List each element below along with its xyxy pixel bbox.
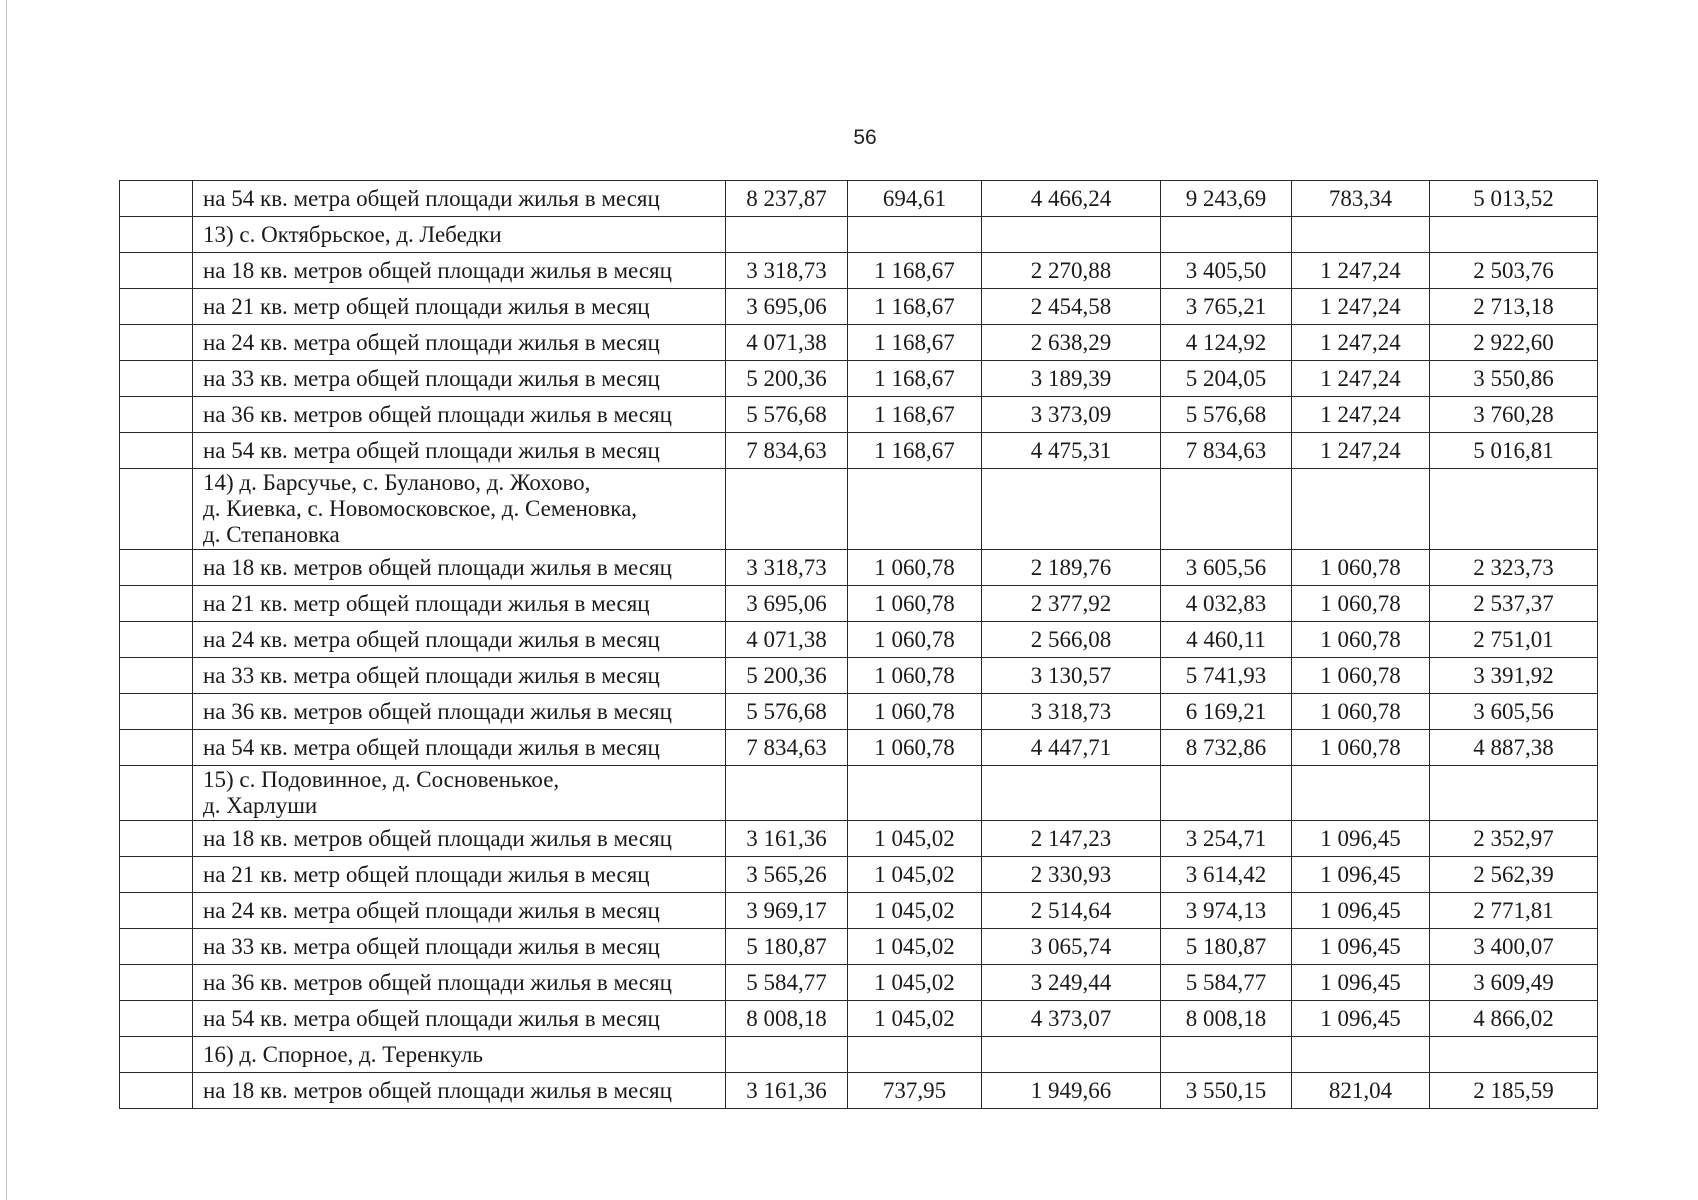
value-cell bbox=[1292, 217, 1430, 253]
value-cell: 2 330,93 bbox=[982, 857, 1161, 893]
value-cell: 3 605,56 bbox=[1430, 694, 1598, 730]
value-cell: 737,95 bbox=[848, 1073, 982, 1109]
value-cell: 2 454,58 bbox=[982, 289, 1161, 325]
group-label-cell bbox=[193, 766, 726, 821]
table-row bbox=[120, 929, 1598, 965]
value-cell: 3 974,13 bbox=[1161, 893, 1292, 929]
index-cell bbox=[120, 965, 193, 1001]
table-row bbox=[120, 397, 1598, 433]
index-cell bbox=[120, 289, 193, 325]
table-row bbox=[120, 658, 1598, 694]
value-cell: 5 584,77 bbox=[726, 965, 848, 1001]
value-cell: 1 060,78 bbox=[848, 658, 982, 694]
table-row bbox=[120, 857, 1598, 893]
row-label-cell: на 24 кв. метра общей площади жилья в месяц bbox=[193, 893, 726, 929]
value-cell: 2 922,60 bbox=[1430, 325, 1598, 361]
value-cell: 6 169,21 bbox=[1161, 694, 1292, 730]
value-cell: 1 168,67 bbox=[848, 325, 982, 361]
row-label-cell: на 33 кв. метра общей площади жилья в месяц bbox=[193, 658, 726, 694]
index-cell bbox=[120, 929, 193, 965]
value-cell: 1 060,78 bbox=[1292, 550, 1430, 586]
row-label-cell: на 54 кв. метра общей площади жилья в месяц bbox=[193, 181, 726, 217]
index-cell bbox=[120, 730, 193, 766]
table-row bbox=[120, 965, 1598, 1001]
value-cell: 1 060,78 bbox=[848, 694, 982, 730]
row-label-cell: на 33 кв. метра общей площади жилья в месяц bbox=[193, 361, 726, 397]
value-cell: 1 060,78 bbox=[1292, 658, 1430, 694]
value-cell: 3 765,21 bbox=[1161, 289, 1292, 325]
group-label-line: д. Киевка, с. Новомосковское, д. Семеновка, bbox=[203, 496, 638, 521]
value-cell bbox=[1161, 766, 1292, 821]
row-label-cell: на 21 кв. метр общей площади жилья в месяц bbox=[193, 857, 726, 893]
value-cell: 1 168,67 bbox=[848, 289, 982, 325]
value-cell: 1 045,02 bbox=[848, 1001, 982, 1037]
row-label-cell: на 54 кв. метра общей площади жилья в месяц bbox=[193, 730, 726, 766]
value-cell: 3 130,57 bbox=[982, 658, 1161, 694]
table-row bbox=[120, 253, 1598, 289]
value-cell: 7 834,63 bbox=[726, 730, 848, 766]
value-cell: 5 584,77 bbox=[1161, 965, 1292, 1001]
index-cell bbox=[120, 1073, 193, 1109]
table-row bbox=[120, 893, 1598, 929]
value-cell: 2 638,29 bbox=[982, 325, 1161, 361]
value-cell: 4 460,11 bbox=[1161, 622, 1292, 658]
row-label-cell: на 36 кв. метров общей площади жилья в месяц bbox=[193, 694, 726, 730]
value-cell bbox=[1292, 469, 1430, 550]
table-row bbox=[120, 1001, 1598, 1037]
value-cell: 1 096,45 bbox=[1292, 821, 1430, 857]
value-cell bbox=[726, 469, 848, 550]
value-cell: 1 045,02 bbox=[848, 857, 982, 893]
index-cell bbox=[120, 821, 193, 857]
value-cell: 1 247,24 bbox=[1292, 325, 1430, 361]
tariff-table bbox=[119, 180, 1598, 1109]
value-cell: 3 405,50 bbox=[1161, 253, 1292, 289]
index-cell bbox=[120, 253, 193, 289]
table-row bbox=[120, 433, 1598, 469]
value-cell: 1 060,78 bbox=[848, 550, 982, 586]
index-cell bbox=[120, 1001, 193, 1037]
value-cell: 3 391,92 bbox=[1430, 658, 1598, 694]
table-row bbox=[120, 821, 1598, 857]
value-cell bbox=[848, 766, 982, 821]
value-cell: 3 318,73 bbox=[982, 694, 1161, 730]
table-row bbox=[120, 730, 1598, 766]
value-cell: 1 045,02 bbox=[848, 929, 982, 965]
value-cell: 2 185,59 bbox=[1430, 1073, 1598, 1109]
value-cell: 1 247,24 bbox=[1292, 433, 1430, 469]
table-row bbox=[120, 289, 1598, 325]
value-cell bbox=[848, 217, 982, 253]
value-cell: 5 200,36 bbox=[726, 658, 848, 694]
value-cell: 694,61 bbox=[848, 181, 982, 217]
value-cell bbox=[982, 217, 1161, 253]
value-cell: 3 609,49 bbox=[1430, 965, 1598, 1001]
table-row bbox=[120, 361, 1598, 397]
value-cell: 1 060,78 bbox=[1292, 586, 1430, 622]
value-cell: 5 200,36 bbox=[726, 361, 848, 397]
row-label-cell: на 18 кв. метров общей площади жилья в месяц bbox=[193, 253, 726, 289]
value-cell: 3 189,39 bbox=[982, 361, 1161, 397]
value-cell bbox=[848, 469, 982, 550]
value-cell bbox=[1161, 1037, 1292, 1073]
index-cell bbox=[120, 1037, 193, 1073]
value-cell: 5 180,87 bbox=[1161, 929, 1292, 965]
index-cell bbox=[120, 893, 193, 929]
value-cell: 821,04 bbox=[1292, 1073, 1430, 1109]
value-cell: 1 247,24 bbox=[1292, 361, 1430, 397]
value-cell: 2 514,64 bbox=[982, 893, 1161, 929]
index-cell bbox=[120, 857, 193, 893]
value-cell: 4 475,31 bbox=[982, 433, 1161, 469]
value-cell: 2 537,37 bbox=[1430, 586, 1598, 622]
group-header-row bbox=[120, 469, 1598, 550]
index-cell bbox=[120, 181, 193, 217]
value-cell: 4 866,02 bbox=[1430, 1001, 1598, 1037]
value-cell: 2 713,18 bbox=[1430, 289, 1598, 325]
row-label-cell: на 36 кв. метров общей площади жилья в месяц bbox=[193, 965, 726, 1001]
value-cell: 4 887,38 bbox=[1430, 730, 1598, 766]
table-body bbox=[120, 181, 1598, 1109]
value-cell: 4 124,92 bbox=[1161, 325, 1292, 361]
index-cell bbox=[120, 586, 193, 622]
table-row bbox=[120, 622, 1598, 658]
group-label-line: 14) д. Барсучье, с. Буланово, д. Жохово, bbox=[203, 470, 591, 495]
value-cell: 2 147,23 bbox=[982, 821, 1161, 857]
group-label-cell bbox=[193, 1037, 726, 1073]
value-cell: 1 168,67 bbox=[848, 397, 982, 433]
value-cell: 8 237,87 bbox=[726, 181, 848, 217]
row-label-cell: на 21 кв. метр общей площади жилья в месяц bbox=[193, 586, 726, 622]
page-number: 56 bbox=[853, 126, 877, 149]
value-cell: 3 161,36 bbox=[726, 821, 848, 857]
index-cell bbox=[120, 766, 193, 821]
value-cell: 1 060,78 bbox=[1292, 622, 1430, 658]
value-cell: 8 732,86 bbox=[1161, 730, 1292, 766]
value-cell: 3 565,26 bbox=[726, 857, 848, 893]
value-cell: 783,34 bbox=[1292, 181, 1430, 217]
group-label-line: 13) с. Октябрьское, д. Лебедки bbox=[203, 221, 502, 247]
value-cell: 3 605,56 bbox=[1161, 550, 1292, 586]
value-cell bbox=[726, 217, 848, 253]
value-cell: 9 243,69 bbox=[1161, 181, 1292, 217]
group-header-row bbox=[120, 1037, 1598, 1073]
group-header-row bbox=[120, 217, 1598, 253]
value-cell: 2 751,01 bbox=[1430, 622, 1598, 658]
value-cell: 3 318,73 bbox=[726, 550, 848, 586]
value-cell: 5 180,87 bbox=[726, 929, 848, 965]
value-cell: 2 503,76 bbox=[1430, 253, 1598, 289]
value-cell: 1 168,67 bbox=[848, 433, 982, 469]
index-cell bbox=[120, 469, 193, 550]
table-row bbox=[120, 694, 1598, 730]
value-cell bbox=[1430, 217, 1598, 253]
value-cell: 3 318,73 bbox=[726, 253, 848, 289]
row-label-cell: на 21 кв. метр общей площади жилья в месяц bbox=[193, 289, 726, 325]
value-cell bbox=[848, 1037, 982, 1073]
value-cell: 8 008,18 bbox=[1161, 1001, 1292, 1037]
value-cell bbox=[982, 766, 1161, 821]
index-cell bbox=[120, 397, 193, 433]
index-cell bbox=[120, 550, 193, 586]
value-cell: 3 065,74 bbox=[982, 929, 1161, 965]
index-cell bbox=[120, 433, 193, 469]
scan-binding-line bbox=[6, 0, 7, 1200]
row-label-cell: на 24 кв. метра общей площади жилья в месяц bbox=[193, 325, 726, 361]
row-label-cell: на 33 кв. метра общей площади жилья в месяц bbox=[193, 929, 726, 965]
value-cell: 1 949,66 bbox=[982, 1073, 1161, 1109]
value-cell: 5 741,93 bbox=[1161, 658, 1292, 694]
group-header-row bbox=[120, 766, 1598, 821]
value-cell: 3 695,06 bbox=[726, 586, 848, 622]
value-cell: 5 204,05 bbox=[1161, 361, 1292, 397]
value-cell: 5 013,52 bbox=[1430, 181, 1598, 217]
index-cell bbox=[120, 694, 193, 730]
value-cell: 3 161,36 bbox=[726, 1073, 848, 1109]
group-label-line: 15) с. Подовинное, д. Сосновенькое, bbox=[203, 767, 560, 792]
value-cell: 3 373,09 bbox=[982, 397, 1161, 433]
value-cell: 4 373,07 bbox=[982, 1001, 1161, 1037]
index-cell bbox=[120, 325, 193, 361]
value-cell: 1 060,78 bbox=[848, 586, 982, 622]
group-label-cell bbox=[193, 217, 726, 253]
value-cell: 1 247,24 bbox=[1292, 289, 1430, 325]
index-cell bbox=[120, 658, 193, 694]
value-cell bbox=[726, 1037, 848, 1073]
value-cell: 3 695,06 bbox=[726, 289, 848, 325]
value-cell: 3 614,42 bbox=[1161, 857, 1292, 893]
value-cell: 5 016,81 bbox=[1430, 433, 1598, 469]
value-cell bbox=[1430, 469, 1598, 550]
value-cell: 5 576,68 bbox=[1161, 397, 1292, 433]
value-cell: 3 249,44 bbox=[982, 965, 1161, 1001]
row-label-cell: на 54 кв. метра общей площади жилья в месяц bbox=[193, 1001, 726, 1037]
value-cell: 4 466,24 bbox=[982, 181, 1161, 217]
row-label-cell: на 36 кв. метров общей площади жилья в месяц bbox=[193, 397, 726, 433]
value-cell bbox=[982, 469, 1161, 550]
value-cell: 1 045,02 bbox=[848, 821, 982, 857]
table-row bbox=[120, 1073, 1598, 1109]
value-cell: 5 576,68 bbox=[726, 694, 848, 730]
table-row bbox=[120, 325, 1598, 361]
value-cell: 1 096,45 bbox=[1292, 965, 1430, 1001]
value-cell: 1 096,45 bbox=[1292, 1001, 1430, 1037]
value-cell: 4 071,38 bbox=[726, 325, 848, 361]
value-cell: 4 071,38 bbox=[726, 622, 848, 658]
value-cell: 3 400,07 bbox=[1430, 929, 1598, 965]
value-cell bbox=[982, 1037, 1161, 1073]
index-cell bbox=[120, 217, 193, 253]
group-label-cell bbox=[193, 469, 726, 550]
value-cell: 2 270,88 bbox=[982, 253, 1161, 289]
row-label-cell: на 18 кв. метров общей площади жилья в месяц bbox=[193, 550, 726, 586]
value-cell: 3 550,86 bbox=[1430, 361, 1598, 397]
value-cell bbox=[1292, 766, 1430, 821]
value-cell: 1 247,24 bbox=[1292, 397, 1430, 433]
value-cell: 7 834,63 bbox=[726, 433, 848, 469]
value-cell: 1 060,78 bbox=[848, 622, 982, 658]
index-cell bbox=[120, 361, 193, 397]
value-cell: 2 562,39 bbox=[1430, 857, 1598, 893]
value-cell: 1 060,78 bbox=[848, 730, 982, 766]
value-cell bbox=[1430, 766, 1598, 821]
value-cell: 3 760,28 bbox=[1430, 397, 1598, 433]
value-cell: 1 045,02 bbox=[848, 893, 982, 929]
value-cell: 2 189,76 bbox=[982, 550, 1161, 586]
value-cell: 3 550,15 bbox=[1161, 1073, 1292, 1109]
value-cell: 2 352,97 bbox=[1430, 821, 1598, 857]
table-row bbox=[120, 586, 1598, 622]
value-cell: 7 834,63 bbox=[1161, 433, 1292, 469]
value-cell bbox=[1430, 1037, 1598, 1073]
value-cell: 1 168,67 bbox=[848, 253, 982, 289]
table-row bbox=[120, 550, 1598, 586]
row-label-cell: на 18 кв. метров общей площади жилья в месяц bbox=[193, 821, 726, 857]
value-cell: 2 323,73 bbox=[1430, 550, 1598, 586]
value-cell: 1 096,45 bbox=[1292, 929, 1430, 965]
row-label-cell: на 18 кв. метров общей площади жилья в месяц bbox=[193, 1073, 726, 1109]
value-cell: 1 060,78 bbox=[1292, 730, 1430, 766]
table-row bbox=[120, 181, 1598, 217]
row-label-cell: на 24 кв. метра общей площади жилья в месяц bbox=[193, 622, 726, 658]
value-cell: 3 969,17 bbox=[726, 893, 848, 929]
value-cell: 8 008,18 bbox=[726, 1001, 848, 1037]
value-cell: 2 771,81 bbox=[1430, 893, 1598, 929]
value-cell bbox=[1161, 217, 1292, 253]
value-cell bbox=[1292, 1037, 1430, 1073]
value-cell: 3 254,71 bbox=[1161, 821, 1292, 857]
index-cell bbox=[120, 622, 193, 658]
value-cell: 2 566,08 bbox=[982, 622, 1161, 658]
value-cell: 1 168,67 bbox=[848, 361, 982, 397]
group-label-line: д. Харлуши bbox=[203, 793, 318, 818]
value-cell: 4 447,71 bbox=[982, 730, 1161, 766]
value-cell: 1 096,45 bbox=[1292, 857, 1430, 893]
value-cell: 4 032,83 bbox=[1161, 586, 1292, 622]
row-label-cell: на 54 кв. метра общей площади жилья в месяц bbox=[193, 433, 726, 469]
value-cell: 1 096,45 bbox=[1292, 893, 1430, 929]
value-cell bbox=[726, 766, 848, 821]
value-cell: 1 045,02 bbox=[848, 965, 982, 1001]
group-label-line: д. Степановка bbox=[203, 522, 340, 547]
value-cell: 5 576,68 bbox=[726, 397, 848, 433]
value-cell: 2 377,92 bbox=[982, 586, 1161, 622]
value-cell bbox=[1161, 469, 1292, 550]
value-cell: 1 060,78 bbox=[1292, 694, 1430, 730]
value-cell: 1 247,24 bbox=[1292, 253, 1430, 289]
group-label-line: 16) д. Спорное, д. Теренкуль bbox=[203, 1041, 483, 1067]
